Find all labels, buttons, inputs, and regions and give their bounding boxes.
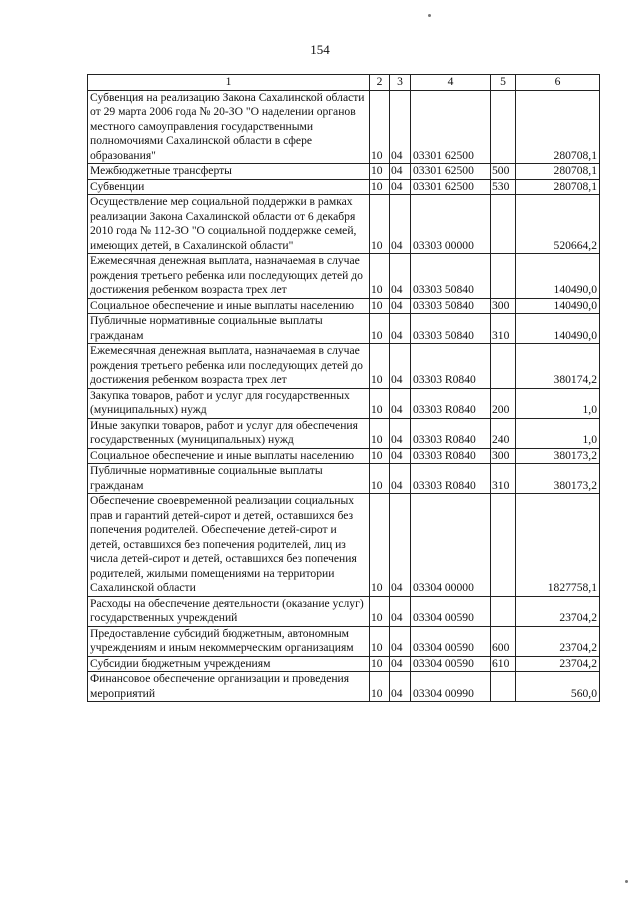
column-header: 2 xyxy=(370,75,390,91)
scan-speck xyxy=(428,14,431,17)
section-code: 10 xyxy=(370,596,390,626)
expense-type-code xyxy=(491,494,516,597)
expense-type-code xyxy=(491,672,516,702)
target-article-code: 03303 00000 xyxy=(411,195,491,254)
amount: 23704,2 xyxy=(516,596,600,626)
section-code: 10 xyxy=(370,179,390,195)
section-code: 10 xyxy=(370,254,390,299)
amount: 280708,1 xyxy=(516,164,600,180)
expense-type-code xyxy=(491,90,516,164)
row-name: Ежемесячная денежная выплата, назначаемая в случае рождения третьего ребенка или последующих детей до достижения ребенком возраста трех лет xyxy=(88,254,370,299)
table-row xyxy=(88,164,600,180)
column-header: 3 xyxy=(390,75,411,91)
column-header: 4 xyxy=(411,75,491,91)
table-row xyxy=(88,388,600,418)
target-article-code: 03303 R0840 xyxy=(411,464,491,494)
target-article-code: 03301 62500 xyxy=(411,179,491,195)
row-name: Финансовое обеспечение организации и проведения мероприятий xyxy=(88,672,370,702)
section-code: 10 xyxy=(370,388,390,418)
table-row xyxy=(88,195,600,254)
amount: 1,0 xyxy=(516,388,600,418)
amount: 140490,0 xyxy=(516,298,600,314)
target-article-code: 03303 50840 xyxy=(411,254,491,299)
target-article-code: 03303 50840 xyxy=(411,314,491,344)
row-name: Закупка товаров, работ и услуг для государственных (муниципальных) нужд xyxy=(88,388,370,418)
row-name: Расходы на обеспечение деятельности (оказание услуг) государственных учреждений xyxy=(88,596,370,626)
subsection-code: 04 xyxy=(390,164,411,180)
target-article-code: 03301 62500 xyxy=(411,90,491,164)
row-name: Субсидии бюджетным учреждениям xyxy=(88,656,370,672)
section-code: 10 xyxy=(370,656,390,672)
row-name: Межбюджетные трансферты xyxy=(88,164,370,180)
subsection-code: 04 xyxy=(390,596,411,626)
column-header: 1 xyxy=(88,75,370,91)
expense-type-code: 310 xyxy=(491,314,516,344)
target-article-code: 03303 R0840 xyxy=(411,448,491,464)
expense-type-code: 300 xyxy=(491,298,516,314)
section-code: 10 xyxy=(370,298,390,314)
amount: 140490,0 xyxy=(516,314,600,344)
expense-type-code: 200 xyxy=(491,388,516,418)
column-header: 6 xyxy=(516,75,600,91)
subsection-code: 04 xyxy=(390,464,411,494)
row-name: Публичные нормативные социальные выплаты гражданам xyxy=(88,464,370,494)
table-row xyxy=(88,596,600,626)
amount: 1,0 xyxy=(516,418,600,448)
expense-type-code xyxy=(491,596,516,626)
row-name: Социальное обеспечение и иные выплаты населению xyxy=(88,298,370,314)
amount: 280708,1 xyxy=(516,90,600,164)
section-code: 10 xyxy=(370,672,390,702)
target-article-code: 03303 R0840 xyxy=(411,388,491,418)
section-code: 10 xyxy=(370,464,390,494)
section-code: 10 xyxy=(370,344,390,389)
section-code: 10 xyxy=(370,448,390,464)
scan-speck xyxy=(625,880,628,883)
row-name: Социальное обеспечение и иные выплаты населению xyxy=(88,448,370,464)
row-name: Субвенция на реализацию Закона Сахалинской области от 29 марта 2006 года № 20-ЗО "О наделении органов местного самоуправления государственными полномочиями Сахалинской области в сфере образования" xyxy=(88,90,370,164)
row-name: Иные закупки товаров, работ и услуг для обеспечения государственных (муниципальных) нужд xyxy=(88,418,370,448)
section-code: 10 xyxy=(370,164,390,180)
target-article-code: 03303 R0840 xyxy=(411,344,491,389)
expense-type-code xyxy=(491,254,516,299)
subsection-code: 04 xyxy=(390,179,411,195)
expense-type-code: 610 xyxy=(491,656,516,672)
table-row xyxy=(88,344,600,389)
page-number: 154 xyxy=(310,42,330,57)
expense-type-code: 300 xyxy=(491,448,516,464)
subsection-code: 04 xyxy=(390,672,411,702)
table-row xyxy=(88,656,600,672)
subsection-code: 04 xyxy=(390,418,411,448)
row-name: Обеспечение своевременной реализации социальных прав и гарантий детей-сирот и детей, оставшихся без попечения родителей. Обеспечение детей-сирот и детей, оставшихся без попечения родителей, лиц из числа детей-сирот и детей, оставшихся без попечения родителей, жилыми помещениями на территории Сахалинской области xyxy=(88,494,370,597)
section-code: 10 xyxy=(370,90,390,164)
subsection-code: 04 xyxy=(390,448,411,464)
subsection-code: 04 xyxy=(390,344,411,389)
amount: 140490,0 xyxy=(516,254,600,299)
section-code: 10 xyxy=(370,314,390,344)
amount: 380174,2 xyxy=(516,344,600,389)
table-row xyxy=(88,464,600,494)
target-article-code: 03303 50840 xyxy=(411,298,491,314)
amount: 520664,2 xyxy=(516,195,600,254)
expense-type-code: 530 xyxy=(491,179,516,195)
table-row xyxy=(88,298,600,314)
amount: 280708,1 xyxy=(516,179,600,195)
column-header: 5 xyxy=(491,75,516,91)
expense-type-code xyxy=(491,195,516,254)
amount: 1827758,1 xyxy=(516,494,600,597)
expense-type-code: 310 xyxy=(491,464,516,494)
table-header-row xyxy=(88,75,600,91)
section-code: 10 xyxy=(370,626,390,656)
subsection-code: 04 xyxy=(390,494,411,597)
table-row xyxy=(88,179,600,195)
target-article-code: 03304 00590 xyxy=(411,656,491,672)
table-row xyxy=(88,672,600,702)
amount: 23704,2 xyxy=(516,656,600,672)
target-article-code: 03301 62500 xyxy=(411,164,491,180)
target-article-code: 03304 00990 xyxy=(411,672,491,702)
section-code: 10 xyxy=(370,195,390,254)
amount: 380173,2 xyxy=(516,464,600,494)
amount: 23704,2 xyxy=(516,626,600,656)
table-row xyxy=(88,448,600,464)
expense-type-code: 500 xyxy=(491,164,516,180)
table-row xyxy=(88,254,600,299)
table-row xyxy=(88,626,600,656)
expense-type-code: 600 xyxy=(491,626,516,656)
subsection-code: 04 xyxy=(390,626,411,656)
target-article-code: 03304 00590 xyxy=(411,626,491,656)
subsection-code: 04 xyxy=(390,195,411,254)
row-name: Ежемесячная денежная выплата, назначаемая в случае рождения третьего ребенка или последующих детей до достижения ребенком возраста трех лет xyxy=(88,344,370,389)
subsection-code: 04 xyxy=(390,314,411,344)
subsection-code: 04 xyxy=(390,254,411,299)
subsection-code: 04 xyxy=(390,656,411,672)
target-article-code: 03303 R0840 xyxy=(411,418,491,448)
section-code: 10 xyxy=(370,418,390,448)
table-row xyxy=(88,418,600,448)
budget-table xyxy=(87,74,600,702)
table-row xyxy=(88,90,600,164)
row-name: Публичные нормативные социальные выплаты гражданам xyxy=(88,314,370,344)
subsection-code: 04 xyxy=(390,388,411,418)
target-article-code: 03304 00590 xyxy=(411,596,491,626)
section-code: 10 xyxy=(370,494,390,597)
subsection-code: 04 xyxy=(390,298,411,314)
table-row xyxy=(88,494,600,597)
row-name: Осуществление мер социальной поддержки в рамках реализации Закона Сахалинской области от 6 декабря 2010 года № 112-ЗО "О социальной поддержке семей, имеющих детей, в Сахалинской области" xyxy=(88,195,370,254)
expense-type-code: 240 xyxy=(491,418,516,448)
table-row xyxy=(88,314,600,344)
row-name: Субвенции xyxy=(88,179,370,195)
expense-type-code xyxy=(491,344,516,389)
amount: 380173,2 xyxy=(516,448,600,464)
row-name: Предоставление субсидий бюджетным, автономным учреждениям и иным некоммерческим организациям xyxy=(88,626,370,656)
amount: 560,0 xyxy=(516,672,600,702)
subsection-code: 04 xyxy=(390,90,411,164)
target-article-code: 03304 00000 xyxy=(411,494,491,597)
